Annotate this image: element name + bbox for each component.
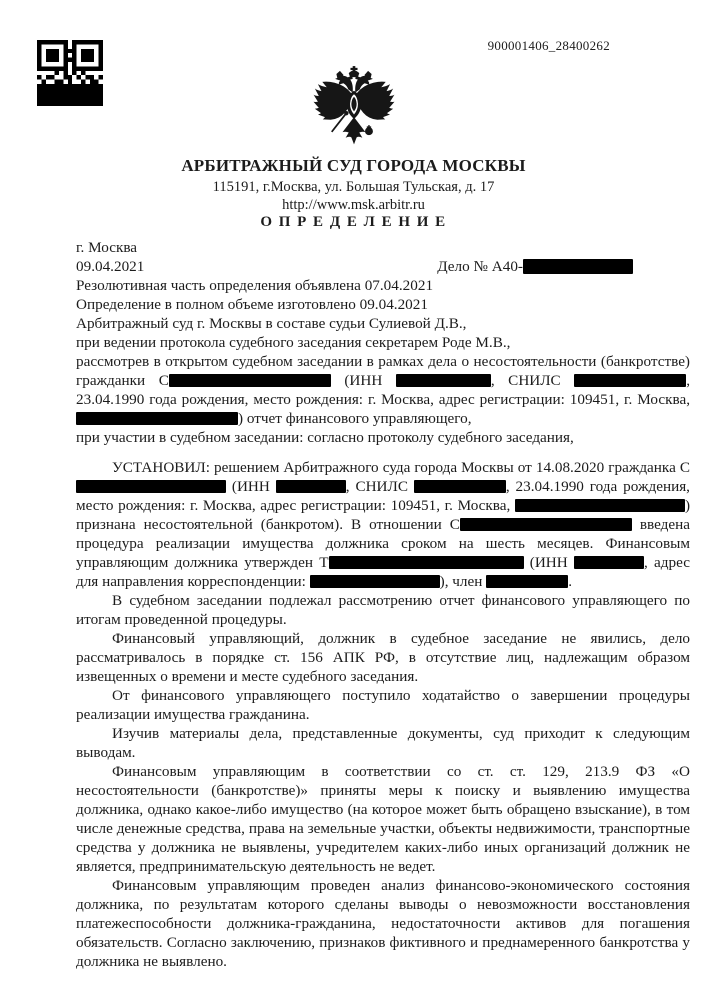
court-address: 115191, г.Москва, ул. Большая Тульская, д. 17 xyxy=(212,179,495,195)
doc-line: Определение в полном объеме изготовлено 09.04.2021 xyxy=(76,296,428,313)
case-number xyxy=(437,257,633,276)
redacted-text xyxy=(414,480,506,493)
redacted-text xyxy=(486,575,568,588)
document-body xyxy=(76,238,690,971)
redacted-text xyxy=(396,374,491,387)
paragraph-spacer xyxy=(76,447,690,458)
doc-paragraph: В судебном заседании подлежал рассмотрению отчет финансового управляющего по итогам проведенной процедуры. xyxy=(76,592,690,628)
qr-code-icon xyxy=(37,40,103,106)
court-website-url: http://www.msk.arbitr.ru xyxy=(282,197,425,213)
doc-paragraph: Изучив материалы дела, представленные документы, суд приходит к следующим выводам. xyxy=(76,725,690,761)
russia-coat-of-arms-icon xyxy=(310,64,398,150)
redacted-text xyxy=(76,480,226,493)
redacted-text xyxy=(574,556,644,569)
redacted-text xyxy=(276,480,346,493)
doc-paragraph: Финансовым управляющим в соответствии со ст. ст. 129, 213.9 ФЗ «О несостоятельности (банкротстве)» приняты меры к поиску и выявлению имущества должника, однако какое-либо имущество (на которое может быть обращено взыскание), в том числе денежные средства, права на земельные участки, объекты недвижимости, транспортные средства у должника не выявлены, учредителем каких-либо иных организаций должник не является, предпринимательскую деятельность не ведет. xyxy=(76,763,690,875)
doc-line: Арбитражный суд г. Москвы в составе судьи Сулиевой Д.В., xyxy=(76,315,467,332)
doc-line: при ведении протокола судебного заседания секретарем Роде М.В., xyxy=(76,334,511,351)
redacted-text xyxy=(310,575,440,588)
redacted-text xyxy=(460,518,632,531)
document-number: 900001406_28400262 xyxy=(487,38,610,53)
doc-paragraph: Финансовым управляющим проведен анализ финансово-экономического состояния должника, по результатам которого сделаны выводы о невозможности восстановления платежеспособности должника-гражданина, недостаточности активов для погашения обязательств. Согласно заключению, признаков фиктивного и преднамеренного банкротства у должника не выявлено. xyxy=(76,877,690,970)
doc-line: г. Москва xyxy=(76,239,138,256)
case-number-label: Дело № А40- xyxy=(437,258,523,275)
redacted-case-number xyxy=(523,259,633,274)
decision-date: 09.04.2021 xyxy=(76,258,145,275)
doc-paragraph: рассмотрев в открытом судебном заседании в рамках дела о несостоятельности (банкротстве) гражданки С (ИНН , СНИЛС , 23.04.1990 года рождения, место рождения: г. Москва, адрес регистрации: 109451, г. Москва, ) отчет финансового управляющего, xyxy=(76,353,691,427)
doc-paragraph: Финансовый управляющий, должник в судебное заседание не явились, дело рассматривалось в порядке ст. 156 АПК РФ, в отсутствие лиц, надлежащим образом извещенных о времени и месте судебного заседания. xyxy=(76,630,690,685)
doc-line: Резолютивная часть определения объявлена 07.04.2021 xyxy=(76,277,434,294)
redacted-text xyxy=(169,374,331,387)
redacted-text xyxy=(515,499,685,512)
redacted-text xyxy=(574,374,686,387)
doc-line: при участии в судебном заседании: согласно протоколу судебного заседания, xyxy=(76,429,574,446)
document-type-title: О П Р Е Д Е Л Е Н И Е xyxy=(260,214,447,230)
doc-paragraph: УСТАНОВИЛ: решением Арбитражного суда города Москвы от 14.08.2020 гражданка С (ИНН , СНИЛС , 23.04.1990 года рождения, место рождения: г. Москва, адрес регистрации: 109451, г. Москва, ) признана несостоятельной (банкротом). В отношении С введена процедура реализации имущества должника сроком на шесть месяцев. Финансовым управляющим должника утвержден Т (ИНН , адрес для направления корреспонденции: ), член . xyxy=(76,459,690,590)
court-name: АРБИТРАЖНЫЙ СУД ГОРОДА МОСКВЫ xyxy=(181,156,526,175)
doc-paragraph: От финансового управляющего поступило ходатайство о завершении процедуры реализации имущества гражданина. xyxy=(76,687,690,723)
redacted-text xyxy=(76,412,238,425)
redacted-text xyxy=(329,556,524,569)
date-case-row xyxy=(76,257,690,276)
